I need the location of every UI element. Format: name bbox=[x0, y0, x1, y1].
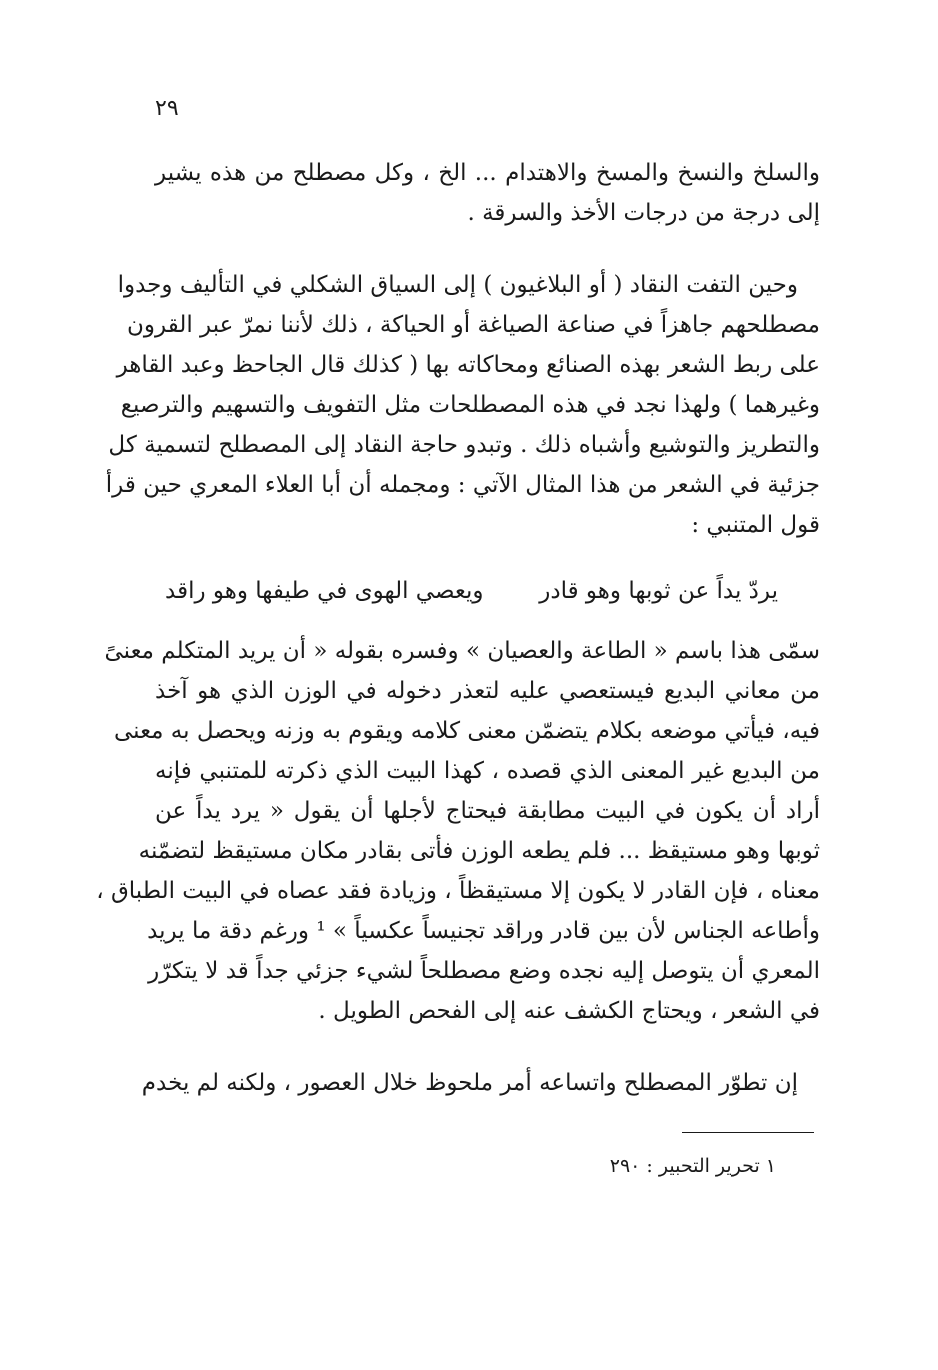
verse-second-hemistich: ويعصي الهوى في طيفها وهو راقد bbox=[165, 578, 484, 604]
paragraph-3-line-5: أراد أن يكون في البيت مطابقة فيحتاج لأجلها أن يقول « يرد يداً عن bbox=[155, 798, 820, 824]
paragraph-4-line-1: إن تطوّر المصطلح واتساعه أمر ملحوظ خلال العصور ، ولكنه لم يخدم bbox=[141, 1070, 798, 1096]
paragraph-2-line-4: وغيرهما ) ولهذا نجد في هذه المصطلحات مثل التفويف والتسهيم والترصيع bbox=[120, 392, 820, 418]
paragraph-3-line-10: في الشعر ، ويحتاج الكشف عنه إلى الفحص الطويل . bbox=[318, 998, 820, 1024]
paragraph-3-line-7: معناه ، فإن القادر لا يكون إلا مستيقظاً ، وزيادة فقد عصاه في البيت الطباق ، bbox=[96, 878, 820, 904]
paragraph-3-line-8: وأطاعه الجناس لأن بين قادر وراقد تجنيساً عكسياً » ¹ ورغم دقة ما يريد bbox=[147, 918, 820, 944]
paragraph-3-line-6: ثوبها وهو مستيقظ ... فلم يطعه الوزن فأتى بقادر مكان مستيقظ لتضمّنه bbox=[138, 838, 820, 864]
paragraph-1-line-1: والسلخ والنسخ والمسخ والاهتدام ... الخ ، وكل مصطلح من هذه يشير bbox=[155, 160, 820, 186]
paragraph-2-line-3: على ربط الشعر بهذه الصنائع ومحاكاته بها ( كذلك قال الجاحظ وعبد القاهر bbox=[116, 352, 820, 378]
paragraph-3-line-1: سمّى هذا باسم « الطاعة والعصيان » وفسره بقوله « أن يريد المتكلم معنىً bbox=[104, 638, 820, 664]
paragraph-2-line-7: قول المتنبي : bbox=[691, 512, 820, 538]
paragraph-2-line-1: وحين التفت النقاد ( أو البلاغيون ) إلى السياق الشكلي في التأليف وجدوا bbox=[117, 272, 798, 298]
paragraph-1-line-2: إلى درجة من درجات الأخذ والسرقة . bbox=[467, 200, 820, 226]
paragraph-3-line-4: من البديع غير المعنى الذي قصده ، كهذا البيت الذي ذكرته للمتنبي فإنه bbox=[155, 758, 820, 784]
paragraph-2-line-6: جزئية في الشعر من هذا المثال الآتي : ومجمله أن أبا العلاء المعري حين قرأ bbox=[105, 472, 820, 498]
paragraph-2-line-5: والتطريز والتوشيع وأشباه ذلك . وتبدو حاجة النقاد إلى المصطلح لتسمية كل bbox=[108, 432, 820, 458]
paragraph-3-line-2: من معاني البديع فيستعصي عليه لتعذر دخوله في الوزن الذي هو آخذ bbox=[155, 678, 820, 704]
page-number: ٢٩ bbox=[155, 96, 179, 121]
paragraph-2-line-2: مصطلحهم جاهزاً في صناعة الصياغة أو الحياكة ، ذلك لأننا نمرّ عبر القرون bbox=[127, 312, 820, 338]
footnote: ١ تحرير التحبير : ٢٩٠ bbox=[609, 1155, 776, 1177]
footnote-separator bbox=[682, 1132, 814, 1133]
verse-first-hemistich: يردّ يداً عن ثوبها وهو قادر bbox=[539, 578, 778, 604]
paragraph-3-line-3: فيه، فيأتي موضعه بكلام يتضمّن معنى كلامه ويقوم به وزنه ويحصل به معنى bbox=[113, 718, 820, 744]
paragraph-3-line-9: المعري أن يتوصل إليه نجده وضع مصطلحاً لشيء جزئي جداً قد لا يتكرّر bbox=[148, 958, 820, 984]
